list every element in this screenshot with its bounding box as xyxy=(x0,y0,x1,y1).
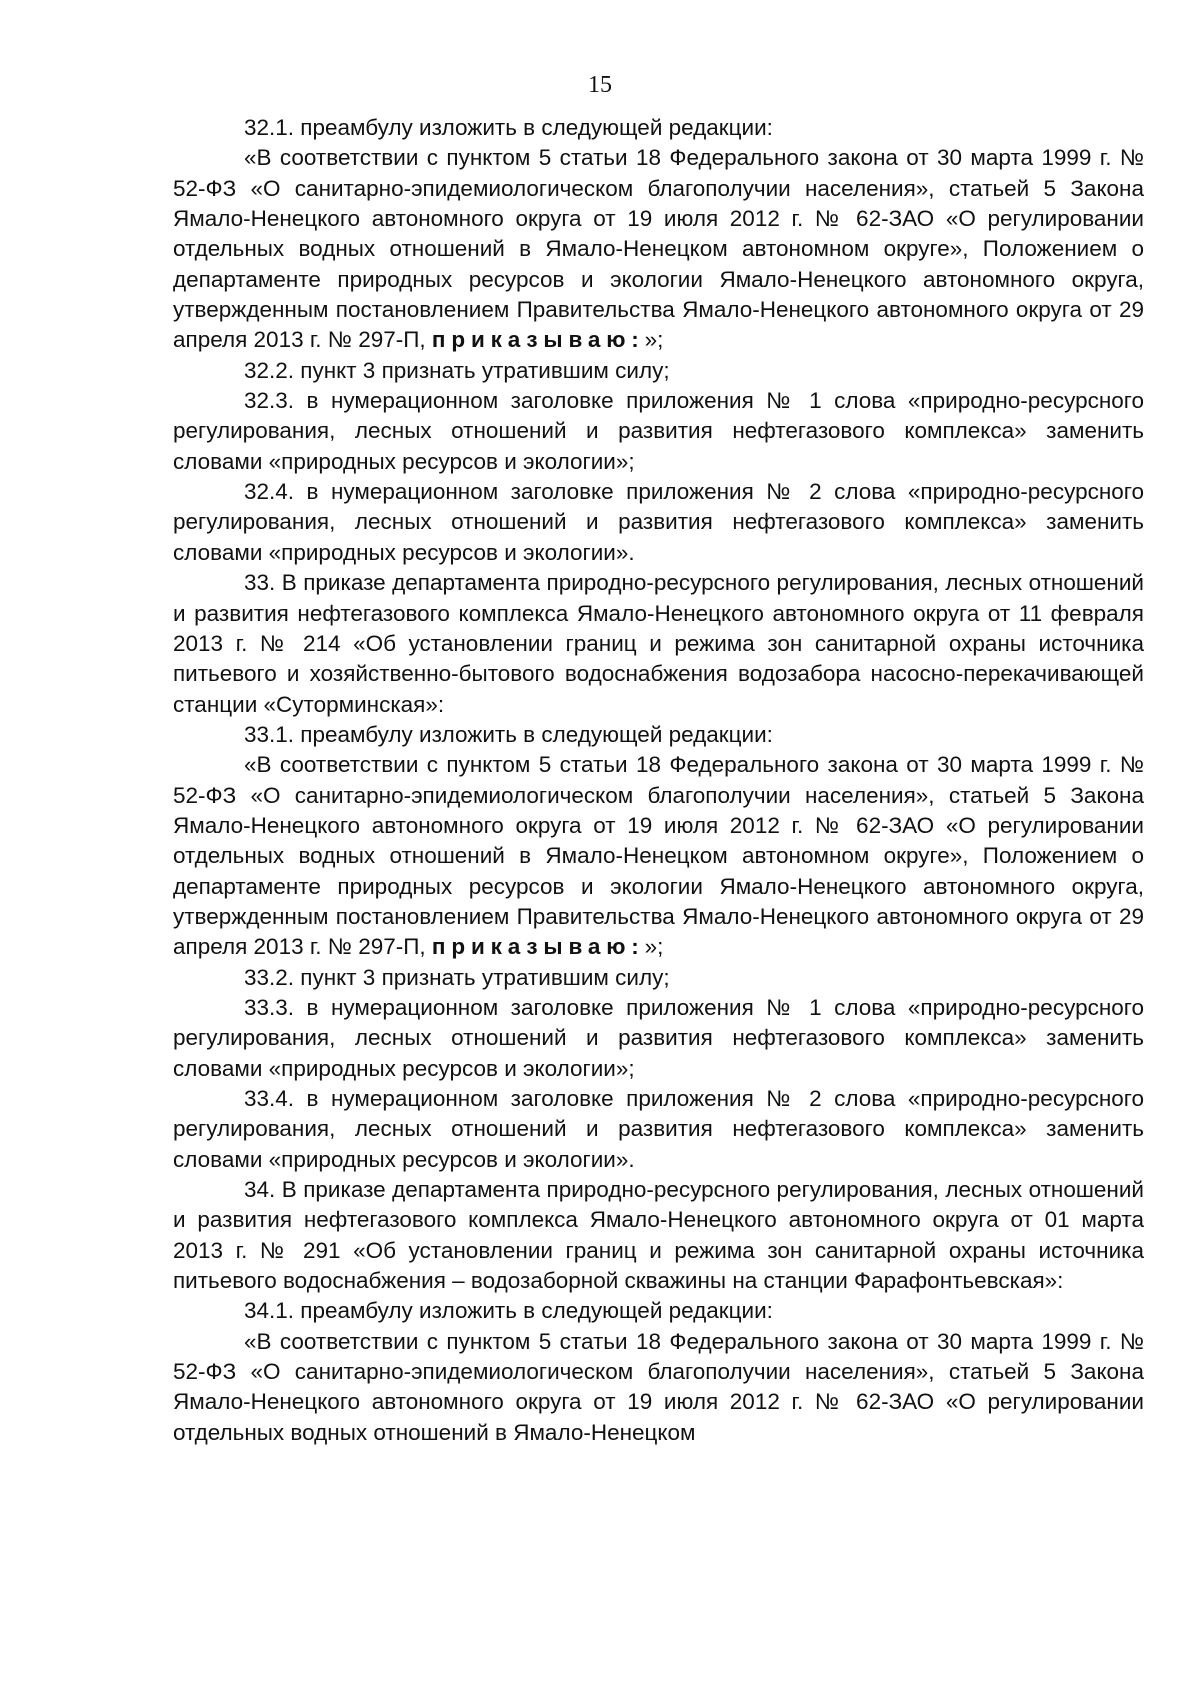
paragraph-32-1-preamble: «В соответствии с пунктом 5 статьи 18 Федерального закона от 30 марта 1999 г. № 52-ФЗ «О санитарно-эпидемиологическом благополучии населения», статьей 5 Закона Ямало-Ненецкого автономного округа от 19 июля 2012 г. № 62-ЗАО «О регулировании отдельных водных отношений в Ямало-Ненецком автономном округе», Положением о департаменте природных ресурсов и экологии Ямало-Ненецкого автономного округа, утвержденным постановлением Правительства Ямало-Ненецкого автономного округа от 29 апреля 2013 г. № 297-П, приказываю:»; xyxy=(173,145,1144,353)
paragraph-33: 33. В приказе департамента природно-ресурсного регулирования, лесных отношений и развития нефтегазового комплекса Ямало-Ненецкого автономного округа от 11 февраля 2013 г. № 214 «Об установлении границ и режима зон санитарной охраны источника питьевого и хозяйственно-бытового водоснабжения водозабора насосно-перекачивающей станции «Суторминская»: xyxy=(173,570,1144,717)
paragraph-32-1: 32.1. преамбулу изложить в следующей редакции: xyxy=(244,115,773,140)
paragraph-32-3: 32.3. в нумерационном заголовке приложения № 1 слова «природно-ресурсного регулирования, лесных отношений и развития нефтегазового комплекса» заменить словами «природных ресурсов и экологии»; xyxy=(173,388,1144,474)
paragraph-33-4: 33.4. в нумерационном заголовке приложения № 2 слова «природно-ресурсного регулирования, лесных отношений и развития нефтегазового комплекса» заменить словами «природных ресурсов и экологии». xyxy=(173,1086,1144,1172)
paragraph-34: 34. В приказе департамента природно-ресурсного регулирования, лесных отношений и развития нефтегазового комплекса Ямало-Ненецкого автономного округа от 01 марта 2013 г. № 291 «Об установлении границ и режима зон санитарной охраны источника питьевого водоснабжения – водозаборной скважины на станции Фарафонтьевская»: xyxy=(173,1177,1144,1294)
paragraph-33-2: 33.2. пункт 3 признать утратившим силу; xyxy=(244,964,670,990)
paragraph-34-1-preamble: «В соответствии с пунктом 5 статьи 18 Федерального закона от 30 марта 1999 г. № 52-ФЗ «О санитарно-эпидемиологическом благополучии населения», статьей 5 Закона Ямало-Ненецкого автономного округа от 19 июля 2012 г. № 62-ЗАО «О регулировании отдельных водных отношений в Ямало-Ненецком xyxy=(173,1328,1144,1445)
paragraph-33-1-preamble: «В соответствии с пунктом 5 статьи 18 Федерального закона от 30 марта 1999 г. № 52-ФЗ «О санитарно-эпидемиологическом благополучии населения», статьей 5 Закона Ямало-Ненецкого автономного округа от 19 июля 2012 г. № 62-ЗАО «О регулировании отдельных водных отношений в Ямало-Ненецком автономном округе», Положением о департаменте природных ресурсов и экологии Ямало-Ненецкого автономного округа, утвержденным постановлением Правительства Ямало-Ненецкого автономного округа от 29 апреля 2013 г. № 297-П, приказываю:»; xyxy=(173,752,1144,960)
document-body xyxy=(173,113,1144,1448)
order-word: приказываю: xyxy=(431,934,645,960)
paragraph-33-1: 33.1. преамбулу изложить в следующей редакции: xyxy=(244,721,773,747)
paragraph-33-3: 33.3. в нумерационном заголовке приложения № 1 слова «природно-ресурсного регулирования, лесных отношений и развития нефтегазового комплекса» заменить словами «природных ресурсов и экологии»; xyxy=(173,994,1144,1081)
paragraph-34-1: 34.1. преамбулу изложить в следующей редакции: xyxy=(244,1298,773,1324)
order-word: приказываю: xyxy=(431,327,645,353)
page-number: 15 xyxy=(588,72,612,98)
paragraph-32-4: 32.4. в нумерационном заголовке приложения № 2 слова «природно-ресурсного регулирования, лесных отношений и развития нефтегазового комплекса» заменить словами «природных ресурсов и экологии». xyxy=(173,479,1144,565)
paragraph-32-2: 32.2. пункт 3 признать утратившим силу; xyxy=(244,357,670,383)
